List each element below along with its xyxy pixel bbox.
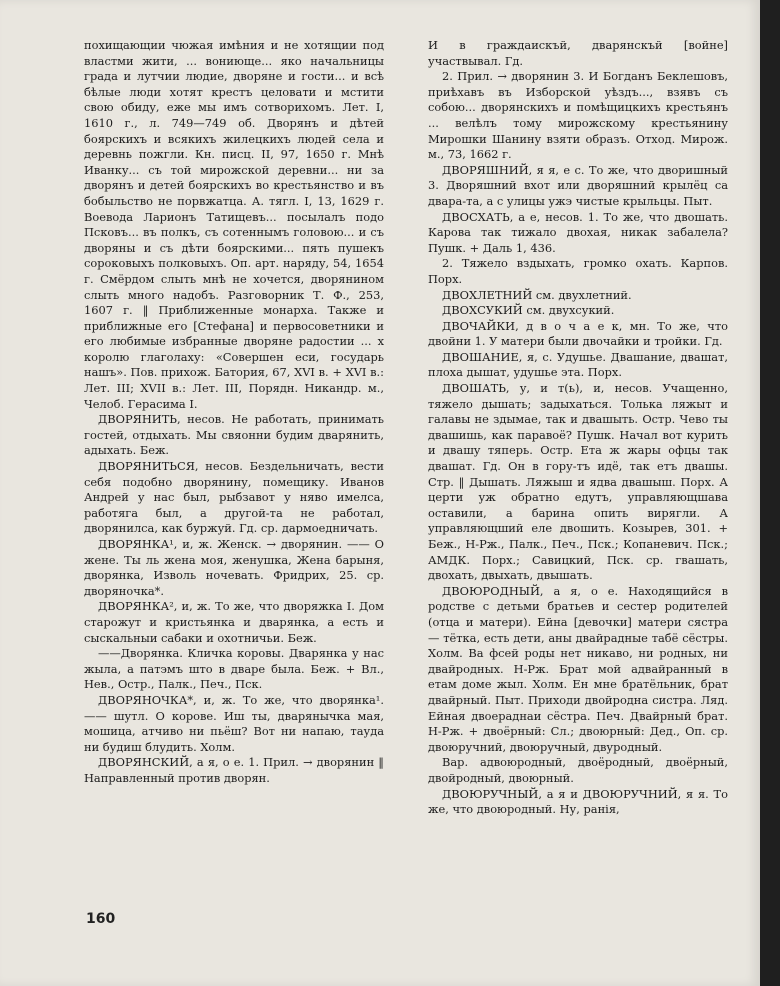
right-column [428,38,728,818]
entry-variants: Вар. адвоюродный, двоёродный, двоёрный, двойродный, двоюрный. [428,755,728,785]
entry-dvoryanka-1: ДВОРЯНКА¹, и, ж. Женск. → дворянин. —— О жене. Ты ль жена моя, женушка, Жена барыня, дворянка, Изволь ночевать. Фридрих, 25. ср. дворяночка*. [84,537,384,598]
entry-paragraph: 2. Тяжело вздыхать, громко охать. Карпов. Порх. [428,256,728,286]
entry-dvokhat: ДВОСХАТЬ, а е, несов. 1. То же, что двошать. Карова так тижало двохая, никак забалела? Пушк. + Даль 1, 436. [428,209,728,255]
entry-dvoryashniy: ДВОРЯШНИЙ, я я, е с. То же, что дворишный 3. Дворяшний вхот или дворяшний крылёц са двара-та, а с улицы ужэ чистые крыльцы. Пыт. [428,162,728,208]
entry-dvoyurodnyy: ДВОЮРОДНЫЙ, а я, о е. Находящийся в родстве с детьми братьев и сестер родителей (отца и матери). Ейна [девочки] матери сястра — тётка, есть дети, аны двайрадные табё сёстры. Холм. Ва фсей роды нет никаво, ни родных, ни двайродных. Н-Рж. Брат мой адвайранный в етам доме жыл. Холм. Ен мне братёльник, брат двайрный. Пыт. Приходи двойродна систра. Ляд. Ейная двоераднаи сёстра. Печ. Двайрный брат. Н-Рж. + двоёрный: Сл.; двоюрный: Дед., Оп. ср. двоюручний, двоюручный, двурoдный. [428,583,728,754]
page-number: 160 [86,911,116,927]
entry-dvokhletniy: ДВОХЛЕТНИЙ см. двухлетний. [442,287,632,302]
entry-paragraph: ——Дворянка. Кличка коровы. Дварянка у нас жыла, а патэмъ што в дваре была. Беж. + Вл., Нев., Остр., Палк., Печ., Пск. [84,646,384,692]
entry-paragraph: похищающии чюжая имѣния и не хотящии под властми жити, ... вониюще... яко начальницы града и лутчии людие, дворяне и гости... и всѣ бѣлые люди хотят крестъ целовати и мстити свою обиду, еже мы имъ сотворихомъ. Лет. I, 1610 г., л. 749—749 об. Дворянъ и дѣтей боярскихъ и всякихъ жилецкихъ людей села и деревнь пожгли. Кн. писц. II, 97, 1650 г. Мнѣ Иванку... съ той мирожской деревни... ни за дворянъ и детей боярскихъ во крестьянство и въ бобыльство не порвжатца. А. тягл. I, 13, 1629 г. Воевода Ларионъ Татищевъ... посылалъ подо Псковъ... въ полкъ, съ сотеннымъ головою... и съ дворяны и съ дѣти боярскими... пять пушекъ сороковыхъ полковыхъ. Оп. арт. наряду, 54, 1654 г. Смёрдом слыть мнѣ не хочется, дворянином слыть много надобъ. Разговорник Т. Ф., 253, 1607 г. ‖ Приближенные монарха. Также и приближные его [Стефана] и первосоветники и его любимые избранные дворяне радостии ... х королю глаголаху: «Совершен еси, государь нашъ». Пов. прихож. Батория, 67, XVI в. + XVI в.: Лет. III; XVII в.: Лет. III, Порядн. Никандр. м., Челоб. Герасима I. [84,38,384,411]
entry-dvoryanit: ДВОРЯНИТЬ, несов. Не работать, принимать гостей, отдыхать. Мы свяонни будим дварянить, адыхать. Беж. [84,412,384,458]
entry-dvoyuruchnyy: ДВОЮРУЧНЫЙ, а я и ДВОЮРУЧНИЙ, я я. То же, что двоюродный. Ну, ранiя, [428,786,728,817]
left-column [84,38,384,787]
entry-dvoshat: ДВОШАТЬ, у, и т(ь), и, несов. Учащенно, тяжело дышать; задыхаться. Толька ляжыт и галавы не здымае, так и двашыть. Остр. Чево ты двашишь, как паравоё? Пушк. Начал вот курить и двашу тяперь. Остр. Ета ж жары офцы так двашат. Гд. Он в гору-тъ идё, так етъ двашы. Стр. ‖ Дышать. Ляжыш и ядва двашыш. Порх. А церти уж обратно едутъ, управляющшава оставили, а барина опить вирягли. А управляющший еле двошить. Козырев, 301. + Беж., Н-Рж., Палк., Печ., Пск.; Копаневич. Пск.; АМДК. Порх.; Савицкий, Пск. ср. гвашать, двохать, двыхать, двышать. [428,381,728,583]
entry-dvochayki: ДВОЧАЙКИ, д в о ч а е к, мн. То же, что двойни 1. У матери были двочайки и тройки. Гд. [428,318,728,349]
entry-dvoryanskiy: ДВОРЯНСКИЙ, а я, о е. 1. Прил. → дворянин ‖ Направленный против дворян. [84,755,384,785]
entry-dvokhsukiy: ДВОХСУКИЙ см. двухсукий. [442,303,615,318]
entry-dvoryanochka: ДВОРЯНОЧКА*, и, ж. То же, что дворянка¹. —— шутл. О корове. Иш ты, дварянычка мая, мошица, атчиво ни пьёш? Вот ни напаю, тауда ни будиш блудить. Холм. [84,692,384,754]
entry-dvoryanitsya: ДВОРЯНИТЬСЯ, несов. Бездельничать, вести себя подобно дворянину, помещику. Иванов Андрей у нас был, рыбзавот у няво имелса, работяга был, а другой-та не работал, дворянилса, как буржуй. Гд. ср. дармоедничать. [84,459,384,536]
entry-dvoshanie: ДВОШАНИЕ, я, с. Удушье. Двашание, двашат, плоха дышат, удушье эта. Порх. [428,349,728,380]
entry-dvoryanka-2: ДВОРЯНКА², и, ж. То же, что дворяжка I. Дом старожут и кристьянка и дварянка, а есть и сыскальныи сабаки и охотничьи. Беж. [84,599,384,645]
entry-paragraph: 2. Прил. → дворянин 3. И Богданъ Беклешовъ, приѣхавъ въ Изборской уѣздъ..., взявъ съ собою... дворянскихъ и помѣщицкихъ крестьянъ ... велѣлъ тому мирожскому крестьянину Мирошки Шанину взяти образъ. Отход. Мирож. м., 73, 1662 г. [428,69,728,162]
entry-paragraph: И в граждаискъй, дварянскъй [войне] участвывал. Гд. [428,38,728,68]
